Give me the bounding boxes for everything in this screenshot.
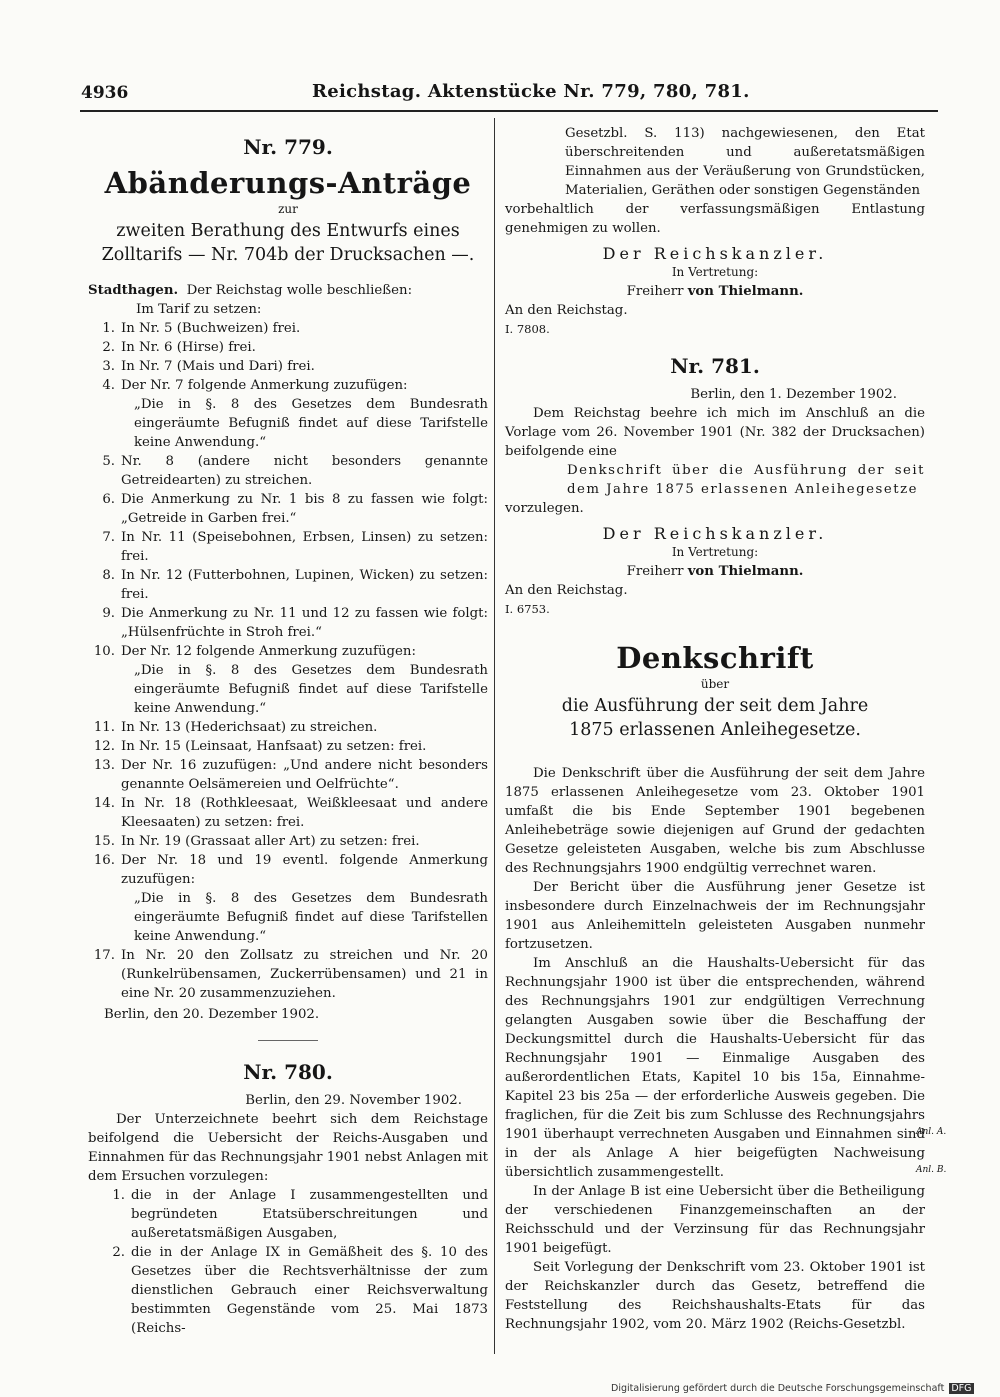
item-number: 1. [102, 321, 115, 336]
item-number: 4. [102, 378, 115, 393]
addressee-1: An den Reichstag. [505, 303, 628, 318]
item-text: Nr. 8 (andere nicht besonders genannte Getreidearten) zu streichen. [121, 454, 488, 488]
memorandum-body [505, 764, 925, 1334]
digitization-footer [611, 1383, 974, 1394]
item-number: 1. [112, 1188, 125, 1203]
item-number: 6. [102, 492, 115, 507]
date-line-779: Berlin, den 20. Dezember 1902. [104, 1007, 320, 1022]
section-heading-781: Nr. 781. [670, 354, 760, 378]
list-item [88, 490, 488, 528]
continuation-780b: vorbehaltlich der verfassungsmäßigen Entlastung genehmigen zu wollen. [505, 202, 925, 236]
list-item [88, 832, 488, 851]
item-quote: „Die in §. 8 des Gesetzes dem Bundesrath eingeräumte Befugniß findet auf diese Tarifstellen keine Anwendung.“ [134, 891, 488, 944]
memorandum-paragraph: Der Bericht über die Ausführung jener Gesetze ist insbesondere durch Einzelnachweis der im Rechnungsjahr 1901 aus Anleihemitteln geleisteten Ausgaben nunmehr fortzusetzen. [505, 880, 925, 952]
memorandum-paragraph: Im Anschluß an die Haushalts-Uebersicht für das Rechnungsjahr 1900 ist über die entsprechenden, während des Rechnungsjahrs 1901 zur endgültigen Verrechnung gelangten Ausgaben sowie über die Beschaffung der Deckungsmittel durch die Haushalts-Uebersicht für das Rechnungsjahr 1901 — Einmalige Ausgaben des außerordentlichen Etats, Kapitel 10 bis 15a, Einnahme-Kapitel 23 bis 25a — der erforderliche Ausweis gegeben. Die fraglichen, für die Zeit bis zum Schlusse des Rechnungsjahrs 1901 überhaupt verrechneten Ausgaben und Einnahmen sind in der als Anlage A hier beigefügten Nachweisung übersichtlich zusammengestellt. [505, 956, 925, 1180]
running-title: Reichstag. Aktenstücke Nr. 779, 780, 781. [312, 81, 750, 102]
date-line-781: Berlin, den 1. Dezember 1902. [690, 387, 897, 402]
list-item [88, 338, 488, 357]
list-item [88, 319, 488, 338]
signature-2 [505, 562, 925, 581]
chancellor-title-2: Der Reichskanzler. [602, 524, 828, 543]
tariff-intro: Im Tarif zu setzen: [136, 302, 262, 317]
file-reference-1: I. 7808. [505, 322, 550, 336]
proposer-name: Stadthagen. [88, 283, 179, 298]
list-item [88, 452, 488, 490]
document-title: Abänderungs-Anträge [104, 166, 472, 200]
list-item [98, 1186, 488, 1243]
signer-name-1: von Thielmann. [687, 284, 804, 299]
item-text: In Nr. 5 (Buchweizen) frei. [121, 321, 301, 336]
item-text: In Nr. 19 (Grassaat aller Art) zu setzen: frei. [121, 834, 420, 849]
item-text: Die Anmerkung zu Nr. 11 und 12 zu fassen wie folgt: „Hülsenfrüchte in Stroh frei.“ [121, 606, 488, 640]
list-item [88, 756, 488, 794]
item-text: In Nr. 7 (Mais und Dari) frei. [121, 359, 315, 374]
memorandum-paragraph: Die Denkschrift über die Ausführung der seit dem Jahre 1875 erlassenen Anleihegesetze vom 23. Oktober 1901 umfaßt die bis Ende September 1901 begebenen Anleihebeträge sowie diejenigen auf Grund der gedachten Gesetze geleisteten Ausgaben, welche bis zum Abschlusse des Rechnungsjahrs 1900 endgültig verrechnet waren. [505, 766, 925, 876]
item-number: 5. [102, 454, 115, 469]
list-item [88, 376, 488, 395]
footer-text: Digitalisierung gefördert durch die Deutsche Forschungsgemeinschaft [611, 1383, 945, 1394]
item-number: 2. [112, 1245, 125, 1260]
list-item [98, 1243, 488, 1338]
title-connector: zur [278, 202, 298, 216]
section-heading-779: Nr. 779. [243, 135, 333, 159]
item-text: In Nr. 20 den Zollsatz zu streichen und Nr. 20 (Runkelrübensamen, Zuckerrübensamen) und 21 in eine Nr. 20 zusammenzuziehen. [121, 948, 488, 1001]
addressee-2: An den Reichstag. [505, 583, 628, 598]
memorandum-paragraph: In der Anlage B ist eine Uebersicht über die Betheiligung der verschiedenen Finanzgemeinschaften an der Reichsschuld und der Verzinsung für das Rechnungsjahr 1901 beigefügt. [505, 1184, 925, 1256]
item-text: Der Nr. 7 folgende Anmerkung zuzufügen: [121, 378, 408, 393]
item-text: Der Nr. 16 zuzufügen: „Und andere nicht besonders genannte Oelsämereien und Oelfrüchte“. [121, 758, 488, 792]
section-heading-780: Nr. 780. [243, 1060, 333, 1084]
signer-rank-1: Freiherr [626, 284, 684, 299]
proposer-intro: Der Reichstag wolle beschließen: [186, 283, 413, 298]
list-item [88, 528, 488, 566]
date-line-780: Berlin, den 29. November 1902. [245, 1093, 462, 1108]
item-text: Der Nr. 12 folgende Anmerkung zuzufügen: [121, 644, 416, 659]
paragraph-781: Dem Reichstag beehre ich mich im Anschluß an die Vorlage vom 26. November 1901 (Nr. 382 der Drucksachen) beifolgende eine [505, 406, 925, 459]
item-number: 17. [93, 948, 115, 963]
item-text: In Nr. 13 (Hederichsaat) zu streichen. [121, 720, 378, 735]
signer-rank-2: Freiherr [626, 564, 684, 579]
document-subtitle: zweiten Berathung des Entwurfs eines Zolltarifs — Nr. 704b der Drucksachen —. [101, 221, 475, 265]
list-item [88, 566, 488, 604]
spaced-title-781: Denkschrift über die Ausführung der seit dem Jahre 1875 erlassenen Anleihegesetze [567, 463, 925, 497]
proposer-line [88, 281, 488, 300]
item-text: In Nr. 11 (Speisebohnen, Erbsen, Linsen) zu setzen: frei. [121, 530, 488, 564]
amendment-list [88, 319, 488, 1003]
margin-note-a: Anl. A. [916, 1127, 947, 1137]
list-item [88, 604, 488, 642]
item-number: 9. [102, 606, 115, 621]
item-number: 3. [102, 359, 115, 374]
continuation-780: Gesetzbl. S. 113) nachgewiesenen, den Etat überschreitenden und außeretatsmäßigen Einnahmen aus der Veräußerung von Grundstücken, Materialien, Geräthen oder sonstigen Gegenständen [565, 126, 925, 198]
item-number: 7. [102, 530, 115, 545]
left-column [88, 128, 488, 1338]
item-number: 13. [93, 758, 115, 773]
item-number: 8. [102, 568, 115, 583]
column-divider [494, 118, 495, 1354]
item-text: In Nr. 12 (Futterbohnen, Lupinen, Wicken) zu setzen: frei. [121, 568, 488, 602]
chancellor-title-1: Der Reichskanzler. [602, 244, 828, 263]
item-number: 11. [93, 720, 115, 735]
deputy-label-1: In Vertretung: [671, 265, 759, 279]
header-rule [80, 110, 938, 112]
signature-1 [505, 282, 925, 301]
list-item [88, 946, 488, 1003]
closing-781: vorzulegen. [505, 501, 584, 516]
item-text: Die Anmerkung zu Nr. 1 bis 8 zu fassen wie folgt: „Getreide in Garben frei.“ [121, 492, 488, 526]
item-text: die in der Anlage I zusammengestellten und begründeten Etatsüberschreitungen und außeretatsmäßigen Ausgaben, [131, 1188, 488, 1241]
list-item [88, 642, 488, 661]
item-text: die in der Anlage IX in Gemäßheit des §. 10 des Gesetzes über die Rechtsverhältnisse der zum dienstlichen Gebrauch einer Reichsverwaltung bestimmten Gegenstände vom 25. Mai 1873 (Reichs- [131, 1245, 488, 1336]
list-item [88, 357, 488, 376]
right-column [505, 124, 925, 1334]
memorandum-paragraph: Seit Vorlegung der Denkschrift vom 23. Oktober 1901 ist der Reichskanzler durch das Gesetz, betreffend die Feststellung des Reichshaushalts-Etats für das Rechnungsjahr 1902, vom 20. März 1902 (Reichs-Gesetzbl. [505, 1260, 925, 1332]
dfg-logo: DFG [951, 1383, 972, 1394]
list-item [88, 718, 488, 737]
item-text: In Nr. 15 (Leinsaat, Hanfsaat) zu setzen: frei. [121, 739, 427, 754]
signer-name-2: von Thielmann. [687, 564, 804, 579]
item-quote: „Die in §. 8 des Gesetzes dem Bundesrath eingeräumte Befugniß findet auf diese Tarifstelle keine Anwendung.“ [134, 397, 488, 450]
item-text: In Nr. 6 (Hirse) frei. [121, 340, 256, 355]
memorandum-title: Denkschrift [616, 641, 814, 675]
item-text: In Nr. 18 (Rothkleesaat, Weißkleesaat und andere Kleesaaten) zu setzen: frei. [121, 796, 488, 830]
memorandum-subtitle: die Ausführung der seit dem Jahre 1875 erlassenen Anleihegesetze. [561, 696, 869, 740]
paragraph-780: Der Unterzeichnete beehrt sich dem Reichstage beifolgend die Uebersicht der Reichs-Ausgaben und Einnahmen für das Rechnungsjahr 1901 nebst Anlagen mit dem Ersuchen vorzulegen: [88, 1112, 488, 1184]
page-number: 4936 [81, 83, 129, 103]
enclosure-list [88, 1186, 488, 1338]
item-number: 16. [93, 853, 115, 868]
list-item [88, 794, 488, 832]
item-number: 2. [102, 340, 115, 355]
item-number: 15. [93, 834, 115, 849]
item-quote: „Die in §. 8 des Gesetzes dem Bundesrath eingeräumte Befugniß findet auf diese Tarifstelle keine Anwendung.“ [134, 663, 488, 716]
section-divider [258, 1040, 318, 1041]
item-number: 10. [93, 644, 115, 659]
deputy-label-2: In Vertretung: [671, 545, 759, 559]
list-item [88, 737, 488, 756]
memorandum-connector: über [700, 677, 730, 691]
file-reference-2: I. 6753. [505, 602, 550, 616]
list-item [88, 851, 488, 889]
item-text: Der Nr. 18 und 19 eventl. folgende Anmerkung zuzufügen: [121, 853, 488, 887]
margin-note-b: Anl. B. [916, 1165, 947, 1175]
item-number: 12. [93, 739, 115, 754]
item-number: 14. [93, 796, 115, 811]
